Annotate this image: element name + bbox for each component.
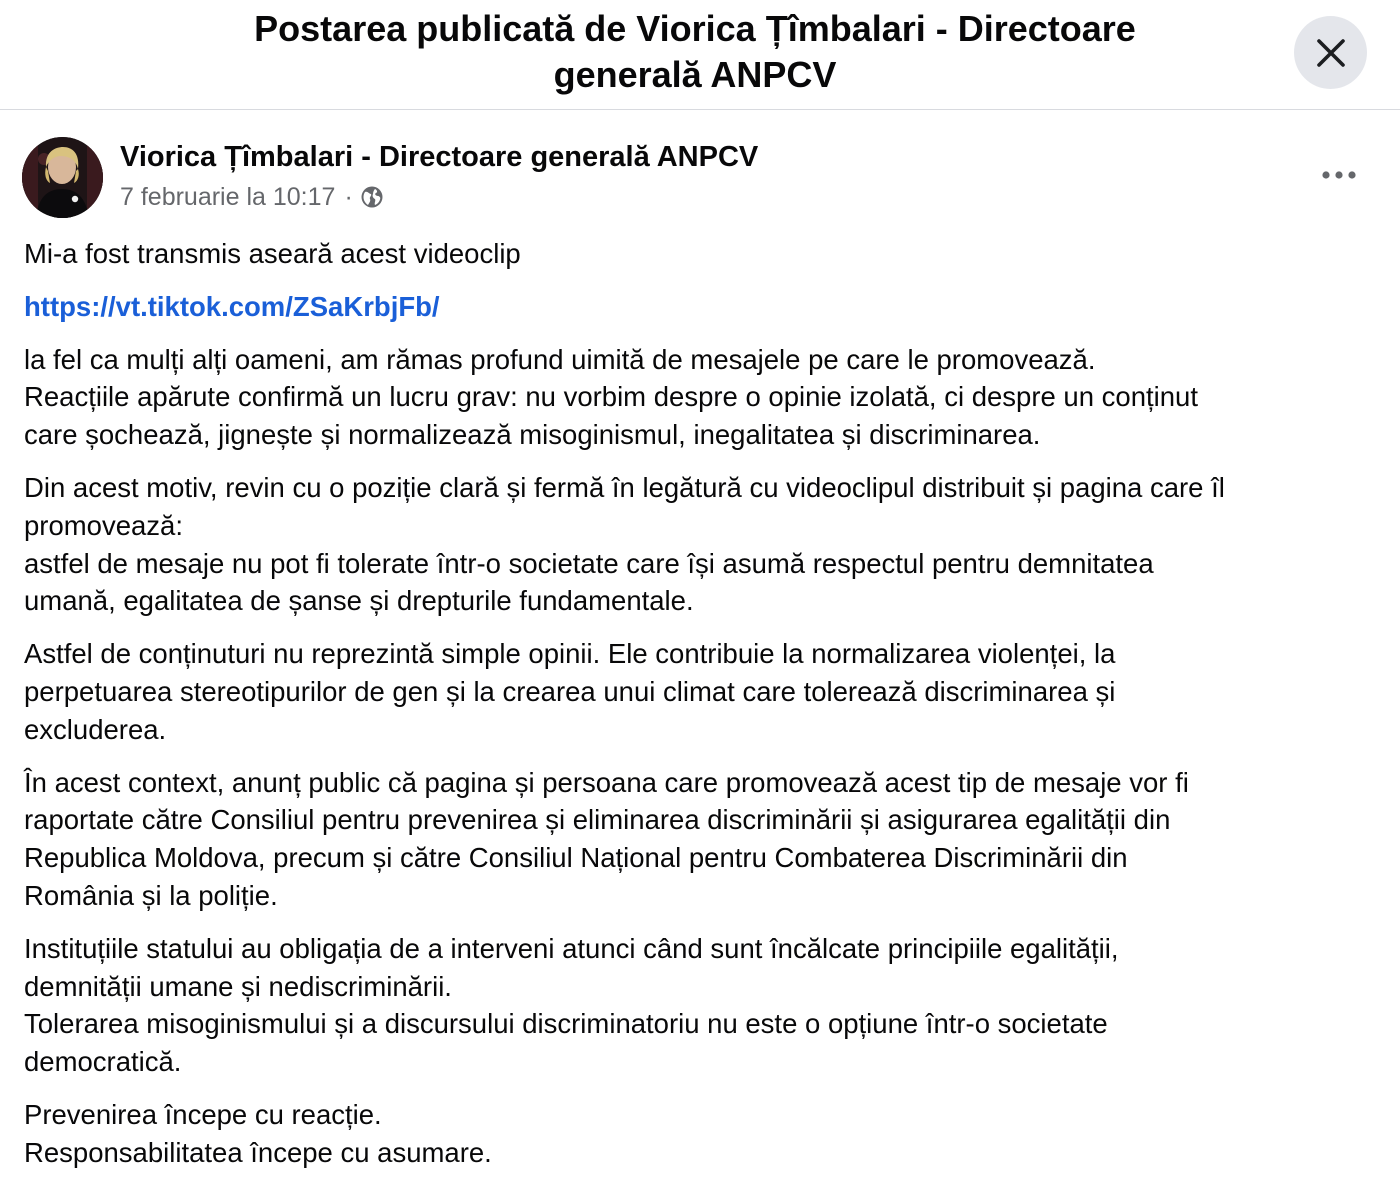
close-button[interactable] xyxy=(1294,16,1367,89)
post-text-line: Prevenirea începe cu reacție. xyxy=(24,1098,382,1130)
dialog-title xyxy=(160,6,1230,98)
post-text-line: astfel de mesaje nu pot fi tolerate într-o societate care își asumă respectul pentru demnitatea xyxy=(24,547,1154,579)
post-paragraph xyxy=(24,235,1384,273)
post-text-line: Republica Moldova, precum și către Consiliul Național pentru Combaterea Discriminării din xyxy=(24,842,1128,874)
post-text-line: promovează: xyxy=(24,509,183,541)
post-text-line: demnității umane și nediscriminării. xyxy=(24,970,452,1002)
post-text-line: umană, egalitatea de șanse și drepturile fundamentale. xyxy=(24,585,694,617)
post-text-line: Instituțiile statului au obligația de a interveni atunci când sunt încălcate principiile egalității, xyxy=(24,932,1119,964)
post-text-line: Mi-a fost transmis aseară acest videoclip xyxy=(24,238,521,269)
post-paragraph xyxy=(24,764,1384,915)
dialog-title-line-2: generală ANPCV xyxy=(553,54,837,95)
more-options-button[interactable] xyxy=(1316,158,1362,192)
post-text-line: raportate către Consiliul pentru prevenirea și eliminarea discriminării și asigurarea egalității din xyxy=(24,804,1171,836)
post-text-line: la fel ca mulți alți oameni, am rămas profund uimită de mesajele pe care le promovează. xyxy=(24,343,1096,375)
post-meta xyxy=(120,181,384,213)
post-paragraph xyxy=(24,1096,1384,1172)
post-text-line: excluderea. xyxy=(24,713,167,745)
avatar-photo xyxy=(22,137,103,218)
post-paragraph xyxy=(24,469,1384,620)
meta-separator: · xyxy=(344,183,353,211)
post-text-line: democratică. xyxy=(24,1046,182,1078)
close-icon xyxy=(1316,38,1346,68)
post-paragraph xyxy=(24,635,1384,748)
author-avatar[interactable] xyxy=(22,137,103,218)
post-paragraph xyxy=(24,288,1384,326)
globe-icon[interactable] xyxy=(360,185,384,209)
post-body xyxy=(24,235,1384,1187)
dialog-header xyxy=(0,0,1400,110)
post-text-line: perpetuarea stereotipurilor de gen și la crearea unui climat care tolerează discriminarea și xyxy=(24,675,1116,707)
post-text-line: Responsabilitatea începe cu asumare. xyxy=(24,1136,492,1168)
dialog-title-line-1: Postarea publicată de Viorica Țîmbalari - Directoare xyxy=(254,8,1136,49)
post-text-line: Tolerarea misoginismului și a discursului discriminatoriu nu este o opțiune într-o societate xyxy=(24,1008,1108,1040)
post-paragraph xyxy=(24,341,1384,454)
post-text-line: care șochează, jignește și normalizează misoginismul, inegalitatea și discriminarea. xyxy=(24,419,1041,451)
post-text-line: Astfel de conținuturi nu reprezintă simple opinii. Ele contribuie la normalizarea violenței, la xyxy=(24,638,1116,670)
post-text-line: În acest context, anunț public că pagina și persoana care promovează acest tip de mesaje vor fi xyxy=(24,766,1189,798)
post-text-line: Reacțiile apărute confirmă un lucru grav: nu vorbim despre o opinie izolată, ci despre un conținut xyxy=(24,381,1198,413)
post-paragraph xyxy=(24,930,1384,1081)
author-name[interactable]: Viorica Țîmbalari - Directoare generală ANPCV xyxy=(120,141,759,173)
post-text-line: România și la poliție. xyxy=(24,879,278,911)
post-timestamp[interactable]: 7 februarie la 10:17 xyxy=(120,183,336,211)
tiktok-link[interactable]: https://vt.tiktok.com/ZSaKrbjFb/ xyxy=(24,290,440,322)
more-options-icon xyxy=(1321,170,1357,180)
post-text-line: Din acest motiv, revin cu o poziție clară și fermă în legătură cu videoclipul distribuit și pagina care îl xyxy=(24,471,1225,503)
